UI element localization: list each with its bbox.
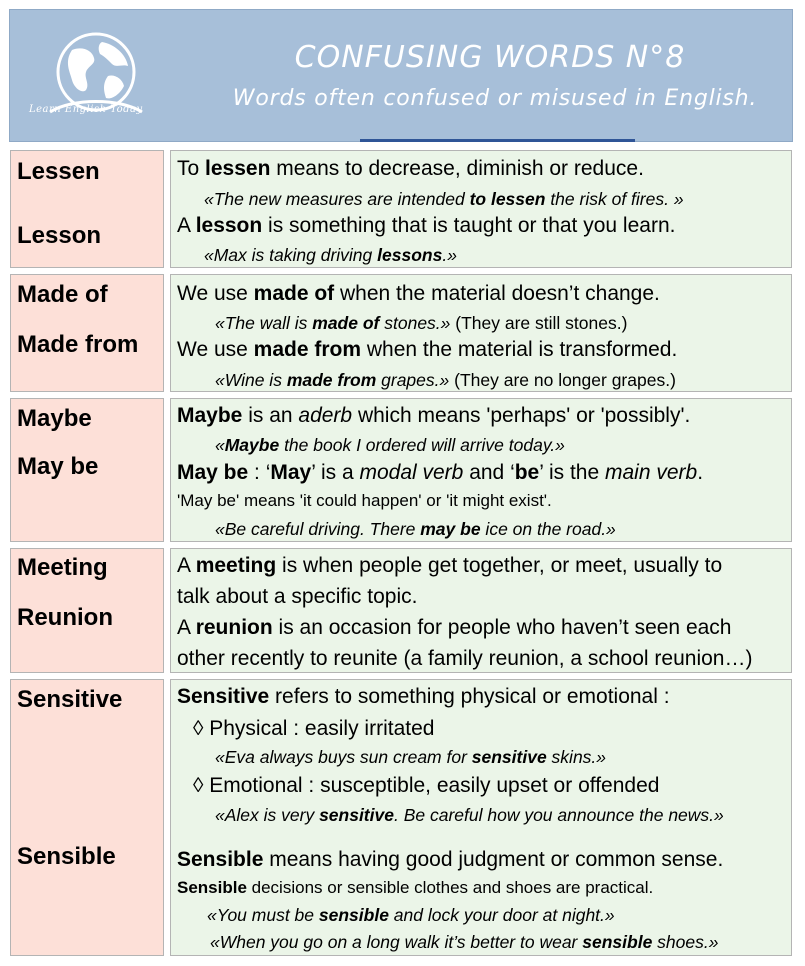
term-cell-made-of (10, 274, 164, 392)
page-subtitle: Words often confused or misused in English. (232, 86, 758, 111)
term-sensible: Sensible (17, 843, 116, 870)
definition-note: 'May be' means 'it could happen' or 'it might exist'. (177, 491, 552, 510)
bullet-line: ◊ Emotional : susceptible, easily upset or offended (193, 774, 660, 797)
term-may-be: May be (17, 453, 99, 480)
globe-icon (42, 28, 150, 136)
definition-line: talk about a specific topic. (177, 585, 418, 608)
definition-line: To lessen means to decrease, diminish or reduce. (177, 157, 644, 180)
page-title: CONFUSING WORDS N°8 (294, 40, 686, 75)
example-sentence: «Alex is very sensitive. Be careful how you announce the news.» (215, 805, 724, 825)
term-sensitive: Sensitive (17, 686, 123, 713)
example-sentence: «The wall is made of stones.» (They are still stones.) (215, 313, 628, 333)
definition-line: other recently to reunite (a family reunion, a school reunion…) (177, 647, 753, 670)
definition-cell-maybe (170, 398, 792, 542)
example-sentence: «Eva always buys sun cream for sensitive skins.» (215, 747, 607, 767)
definition-cell-meeting (170, 548, 792, 673)
definition-line: A meeting is when people get together, or meet, usually to (177, 554, 723, 577)
example-sentence: «You must be sensible and lock your door at night.» (207, 905, 615, 925)
term-reunion: Reunion (17, 604, 113, 631)
term-cell-meeting (10, 548, 164, 673)
example-sentence: «Be careful driving. There may be ice on the road.» (215, 519, 616, 539)
definition-line: We use made from when the material is transformed. (177, 338, 678, 361)
definition-cell-lessen (170, 150, 792, 268)
term-cell-lessen (10, 150, 164, 268)
definition-note: Sensible decisions or sensible clothes and shoes are practical. (177, 878, 654, 897)
term-cell-sensitive (10, 679, 164, 956)
example-sentence: «The new measures are intended to lessen the risk of fires. » (204, 189, 684, 209)
term-lessen: Lessen (17, 158, 100, 185)
logo-text: Learn English Today (29, 104, 143, 115)
definition-line: We use made of when the material doesn’t change. (177, 282, 660, 305)
definition-line: Maybe is an aderb which means 'perhaps' or 'possibly'. (177, 404, 691, 427)
example-sentence: «Max is taking driving lessons.» (204, 245, 457, 265)
header-banner (9, 9, 793, 142)
bullet-line: ◊ Physical : easily irritated (193, 717, 435, 740)
example-sentence: «Wine is made from grapes.» (They are no longer grapes.) (215, 370, 676, 390)
definition-cell-made-of (170, 274, 792, 392)
definition-line: A lesson is something that is taught or that you learn. (177, 214, 676, 237)
definition-line: Sensible means having good judgment or common sense. (177, 848, 724, 871)
definition-line: A reunion is an occasion for people who haven’t seen each (177, 616, 732, 639)
example-sentence: «When you go on a long walk it’s better to wear sensible shoes.» (210, 932, 719, 952)
example-sentence: «Maybe the book I ordered will arrive today.» (215, 435, 565, 455)
definition-line: May be : ‘May’ is a modal verb and ‘be’ is the main verb. (177, 461, 704, 484)
header-accent-line (360, 139, 635, 142)
definition-line: Sensitive refers to something physical or emotional : (177, 685, 670, 708)
term-lesson: Lesson (17, 222, 102, 249)
term-made-from: Made from (17, 331, 139, 358)
term-cell-maybe (10, 398, 164, 542)
term-made-of: Made of (17, 281, 108, 308)
term-meeting: Meeting (17, 554, 108, 581)
term-maybe: Maybe (17, 405, 92, 432)
definition-cell-sensitive (170, 679, 792, 956)
